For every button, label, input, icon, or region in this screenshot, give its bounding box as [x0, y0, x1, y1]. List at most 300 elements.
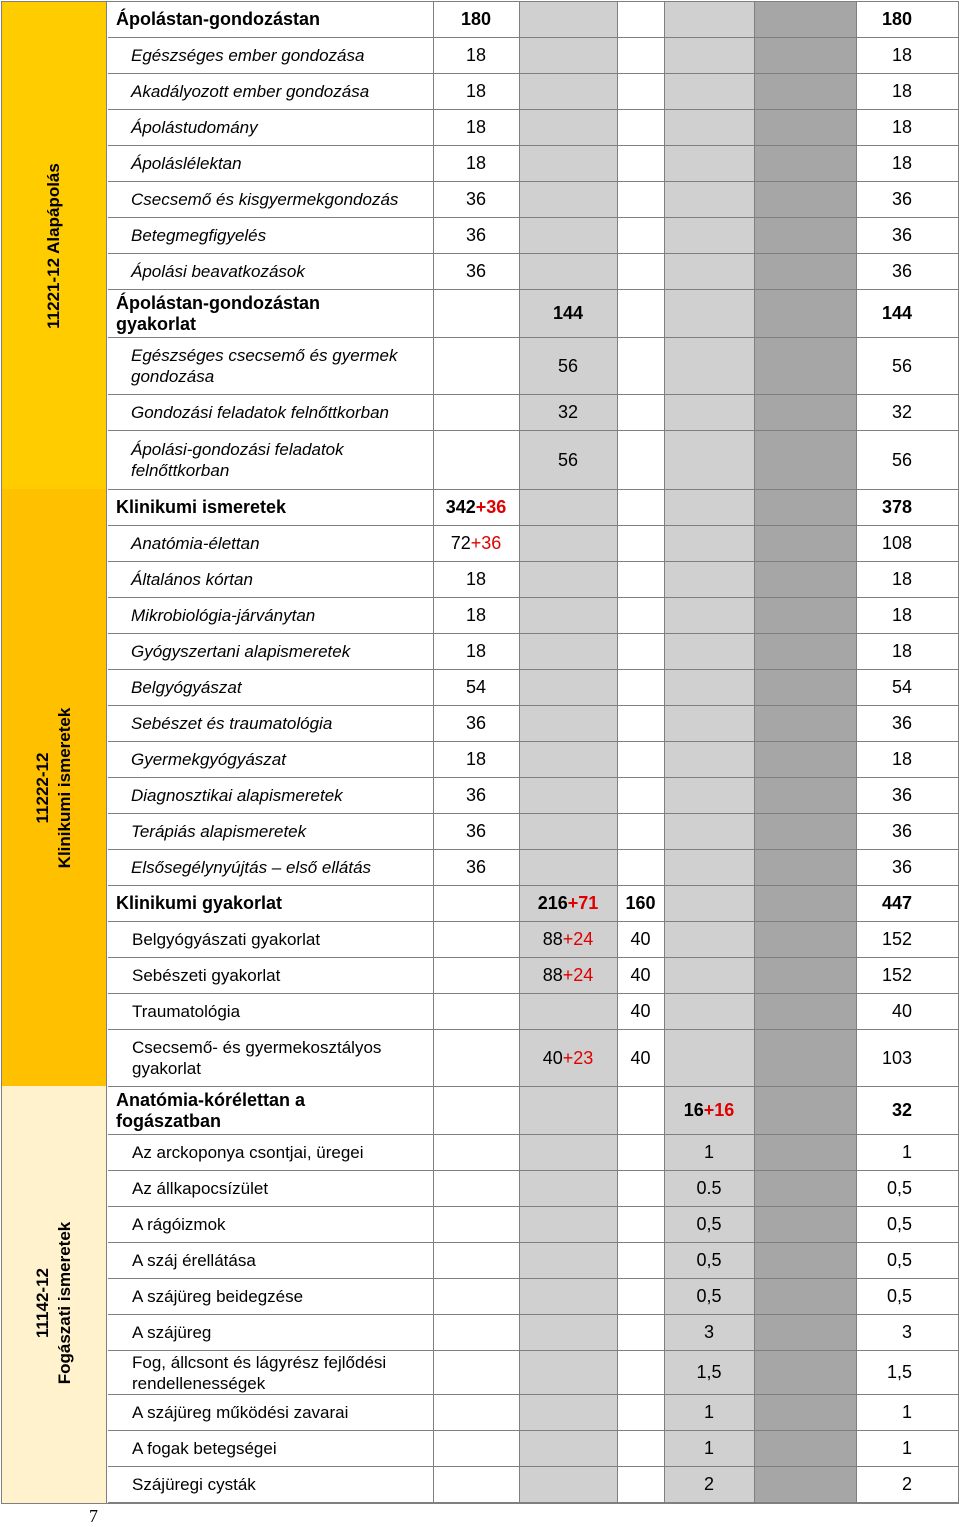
hours-total-value: 36	[891, 261, 912, 281]
hours-total-value: 36	[891, 857, 912, 877]
row-title-text: Traumatológia	[132, 1002, 241, 1021]
hours-fogaszat	[664, 1171, 754, 1206]
table-row	[108, 922, 958, 958]
row-title-text: Ápolástan-gondozástan	[116, 9, 321, 29]
module-name-alapapolas: Alapápolás	[44, 162, 63, 254]
hours-practice-extra: +23	[562, 1047, 594, 1068]
hours-practice-value: 88	[542, 965, 563, 985]
hours-theory	[433, 182, 519, 217]
hours-total-value: 18	[891, 605, 912, 625]
hours-fogaszat	[664, 1351, 754, 1394]
hours-summer	[617, 922, 664, 957]
hours-practice	[519, 431, 617, 489]
row-title	[108, 814, 434, 849]
hours-total-value: 108	[881, 533, 912, 553]
hours-total-value: 1	[901, 1402, 912, 1422]
row-title	[108, 922, 434, 957]
hours-theory	[433, 146, 519, 181]
table-row	[108, 886, 958, 922]
table-row	[108, 254, 958, 290]
hours-fogaszat-extra: +16	[703, 1100, 735, 1120]
hours-theory	[433, 490, 519, 525]
hours-theory	[433, 526, 519, 561]
hours-total	[856, 526, 958, 561]
hours-summer	[617, 886, 664, 921]
hours-total-value: 32	[891, 1100, 912, 1120]
row-title-text: Ápolási-gondozási feladatok felnőttkorban	[131, 440, 344, 480]
hours-total-value: 54	[891, 677, 912, 697]
hours-summer	[617, 1030, 664, 1086]
hours-theory	[433, 2, 519, 37]
row-title	[108, 395, 434, 430]
row-title	[108, 994, 434, 1029]
row-title-text: Ápolástan-gondozástan gyakorlat	[116, 292, 321, 334]
module-band-klinikumi	[2, 489, 106, 1086]
module-name-klinikumi: Klinikumi ismeretek	[55, 707, 74, 868]
hours-theory	[433, 706, 519, 741]
hours-practice-value: 32	[557, 402, 579, 422]
row-title-text: Sebészet és traumatológia	[131, 714, 333, 733]
hours-theory-value: 342	[445, 497, 476, 517]
hours-total-value: 152	[881, 965, 912, 985]
row-title-text: A szájüreg működési zavarai	[132, 1403, 349, 1422]
hours-practice-value: 40	[542, 1047, 563, 1068]
hours-practice	[519, 958, 617, 993]
hours-theory-value: 36	[465, 189, 487, 209]
hours-total	[856, 38, 958, 73]
hours-total-value: 36	[891, 189, 912, 209]
hours-theory-value: 18	[465, 569, 487, 589]
row-title	[108, 1395, 434, 1430]
row-title-text: Ápolási beavatkozások	[131, 262, 305, 281]
row-title-text: A száj érellátása	[132, 1251, 256, 1270]
hours-theory	[433, 562, 519, 597]
hours-total	[856, 886, 958, 921]
hours-fogaszat	[664, 1315, 754, 1350]
row-title	[108, 1087, 434, 1134]
hours-fogaszat-value: 0,5	[696, 1214, 722, 1234]
row-title-text: Anatómia-kórélettan a fogászatban	[116, 1089, 306, 1131]
row-title	[108, 1030, 434, 1086]
hours-total-value: 0,5	[886, 1214, 912, 1234]
hours-total	[856, 994, 958, 1029]
table-row	[108, 110, 958, 146]
row-title	[108, 2, 434, 37]
hours-total	[856, 1030, 958, 1086]
hours-theory-value: 18	[465, 749, 487, 769]
hours-practice	[519, 886, 617, 921]
hours-total	[856, 1207, 958, 1242]
row-title-text: A rágóizmok	[132, 1215, 226, 1234]
hours-total	[856, 395, 958, 430]
hours-total	[856, 490, 958, 525]
hours-fogaszat	[664, 1243, 754, 1278]
table-row	[108, 431, 958, 490]
hours-fogaszat-value: 0.5	[696, 1178, 722, 1198]
row-title	[108, 290, 434, 337]
hours-total	[856, 958, 958, 993]
hours-practice-value: 216	[537, 893, 568, 913]
row-title	[108, 1279, 434, 1314]
hours-fogaszat	[664, 1431, 754, 1466]
hours-summer-value: 40	[630, 929, 651, 949]
hours-total-value: 56	[891, 355, 912, 376]
row-title	[108, 182, 434, 217]
hours-practice	[519, 290, 617, 337]
table-row	[108, 74, 958, 110]
table-row	[108, 742, 958, 778]
row-title-text: Szájüregi cysták	[132, 1475, 256, 1494]
hours-total-value: 36	[891, 713, 912, 733]
table-row	[108, 2, 958, 38]
hours-theory-value: 18	[465, 641, 487, 661]
row-title-text: Belgyógyászati gyakorlat	[132, 930, 321, 949]
hours-theory-extra: +36	[470, 533, 502, 553]
hours-total	[856, 218, 958, 253]
hours-fogaszat	[664, 1207, 754, 1242]
hours-total	[856, 146, 958, 181]
hours-total-value: 56	[891, 449, 912, 470]
row-title-text: Klinikumi ismeretek	[116, 497, 287, 517]
row-title	[108, 490, 434, 525]
hours-total	[856, 1395, 958, 1430]
hours-total	[856, 290, 958, 337]
hours-total-value: 378	[881, 497, 912, 517]
row-title	[108, 254, 434, 289]
row-title-text: Egészséges csecsemő és gyermek gondozása	[131, 346, 398, 386]
hours-practice-value: 56	[557, 449, 579, 470]
hours-fogaszat	[664, 1135, 754, 1170]
table-row	[108, 778, 958, 814]
hours-theory	[433, 814, 519, 849]
table-row	[108, 1467, 958, 1503]
row-title-text: Gyermekgyógyászat	[131, 750, 286, 769]
row-title-text: Az arckoponya csontjai, üregei	[132, 1143, 364, 1162]
hours-fogaszat-value: 1,5	[696, 1362, 722, 1382]
hours-total-value: 3	[901, 1322, 912, 1342]
hours-theory	[433, 598, 519, 633]
hours-total-value: 0,5	[886, 1286, 912, 1306]
table-row	[108, 338, 958, 395]
row-title-text: Terápiás alapismeretek	[131, 822, 307, 841]
hours-fogaszat-value: 1	[703, 1402, 714, 1422]
row-title-text: Sebészeti gyakorlat	[132, 966, 281, 985]
row-title	[108, 1135, 434, 1170]
table-row	[108, 1135, 958, 1171]
hours-theory-value: 36	[465, 713, 487, 733]
hours-theory-value: 72	[450, 533, 471, 553]
hours-total	[856, 1171, 958, 1206]
row-title-text: Ápoláslélektan	[131, 154, 242, 173]
hours-total-value: 18	[891, 641, 912, 661]
hours-fogaszat	[664, 1395, 754, 1430]
row-title	[108, 1207, 434, 1242]
hours-practice	[519, 395, 617, 430]
hours-fogaszat-value: 3	[703, 1322, 714, 1342]
row-title-text: Betegmegfigyelés	[131, 226, 267, 245]
hours-total-value: 36	[891, 821, 912, 841]
hours-total-value: 32	[891, 402, 912, 422]
table-row	[108, 1087, 958, 1135]
row-title-text: Klinikumi gyakorlat	[116, 893, 283, 913]
hours-practice	[519, 1030, 617, 1086]
module-band-alapapolas	[2, 2, 106, 489]
hours-practice-extra: +24	[562, 965, 594, 985]
hours-theory-value: 36	[465, 785, 487, 805]
row-title-text: A szájüreg beidegzése	[132, 1287, 304, 1306]
hours-total	[856, 634, 958, 669]
hours-total-value: 18	[891, 117, 912, 137]
hours-theory-value: 18	[465, 45, 487, 65]
hours-practice-extra: +24	[562, 929, 594, 949]
module-code-fogaszati: 11142-12	[33, 1268, 52, 1339]
hours-total-value: 40	[891, 1001, 912, 1021]
row-title	[108, 146, 434, 181]
hours-total-value: 2	[901, 1474, 912, 1494]
hours-total-value: 0,5	[886, 1250, 912, 1270]
page-number: 7	[89, 1506, 98, 1526]
hours-theory	[433, 670, 519, 705]
table-row	[108, 1431, 958, 1467]
hours-theory-value: 18	[465, 81, 487, 101]
hours-summer	[617, 958, 664, 993]
row-title-text: Elsősegélynyújtás – első ellátás	[131, 858, 372, 877]
hours-summer-value: 40	[630, 965, 651, 985]
hours-theory	[433, 778, 519, 813]
module-label-fogaszati	[32, 1222, 76, 1385]
hours-total-value: 18	[891, 45, 912, 65]
hours-fogaszat	[664, 1467, 754, 1502]
hours-summer	[617, 994, 664, 1029]
row-title	[108, 670, 434, 705]
table-row	[108, 290, 958, 338]
hours-fogaszat-value: 0,5	[696, 1250, 722, 1270]
table-row	[108, 182, 958, 218]
hours-total-value: 180	[881, 9, 912, 29]
row-title	[108, 706, 434, 741]
hours-total	[856, 110, 958, 145]
module-name-fogaszati: Fogászati ismeretek	[55, 1222, 74, 1385]
hours-theory	[433, 74, 519, 109]
row-title	[108, 958, 434, 993]
hours-theory-value: 36	[465, 857, 487, 877]
hours-theory	[433, 218, 519, 253]
hours-summer-value: 160	[625, 893, 656, 913]
row-title	[108, 110, 434, 145]
hours-theory	[433, 254, 519, 289]
module-label-alapapolas	[43, 163, 65, 329]
hours-theory-value: 18	[465, 117, 487, 137]
table-row	[108, 706, 958, 742]
hours-total	[856, 562, 958, 597]
hours-theory-value: 180	[460, 9, 492, 29]
hours-total	[856, 1431, 958, 1466]
row-title	[108, 634, 434, 669]
hours-total	[856, 1467, 958, 1502]
row-title	[108, 850, 434, 885]
table-row	[108, 814, 958, 850]
hours-total-value: 1,5	[886, 1362, 912, 1382]
row-title-text: Gyógyszertani alapismeretek	[131, 642, 351, 661]
hours-total	[856, 922, 958, 957]
hours-total-value: 36	[891, 785, 912, 805]
table-row	[108, 1395, 958, 1431]
table-row	[108, 526, 958, 562]
row-title-text: A fogak betegségei	[132, 1439, 277, 1458]
table-row	[108, 850, 958, 886]
row-title	[108, 1243, 434, 1278]
hours-total	[856, 1315, 958, 1350]
table-row	[108, 1207, 958, 1243]
row-title-text: Anatómia-élettan	[131, 534, 260, 553]
hours-fogaszat	[664, 1087, 754, 1134]
row-title	[108, 742, 434, 777]
grid-vline	[958, 1, 959, 1504]
row-title	[108, 526, 434, 561]
hours-total-value: 0,5	[886, 1178, 912, 1198]
hours-practice	[519, 922, 617, 957]
module-code-klinikumi: 11222-12	[33, 752, 52, 823]
row-title	[108, 1431, 434, 1466]
hours-total	[856, 706, 958, 741]
hours-total-value: 144	[881, 303, 912, 323]
row-title-text: A szájüreg	[132, 1323, 212, 1342]
module-band-fogaszati	[2, 1086, 106, 1504]
row-title	[108, 74, 434, 109]
table-row	[108, 490, 958, 526]
hours-total	[856, 778, 958, 813]
grid-hline-bottom	[1, 1503, 958, 1504]
table-row	[108, 598, 958, 634]
table-row	[108, 1030, 958, 1087]
row-title	[108, 38, 434, 73]
hours-theory-value: 18	[465, 153, 487, 173]
row-title	[108, 1467, 434, 1502]
row-title	[108, 1351, 434, 1394]
hours-practice-value: 144	[552, 303, 584, 323]
hours-fogaszat-value: 1	[703, 1438, 714, 1458]
hours-total	[856, 598, 958, 633]
hours-total	[856, 1135, 958, 1170]
row-title-text: Mikrobiológia-járványtan	[131, 606, 316, 625]
hours-total-value: 103	[881, 1047, 912, 1068]
hours-theory-value: 54	[465, 677, 487, 697]
row-title-text: Diagnosztikai alapismeretek	[131, 786, 343, 805]
hours-total-value: 447	[881, 893, 912, 913]
hours-total	[856, 74, 958, 109]
hours-fogaszat	[664, 1279, 754, 1314]
row-title	[108, 886, 434, 921]
row-title-text: Ápolástudomány	[131, 118, 258, 137]
hours-theory	[433, 38, 519, 73]
row-title	[108, 562, 434, 597]
hours-theory-value: 18	[465, 605, 487, 625]
hours-fogaszat-value: 16	[683, 1100, 704, 1120]
hours-theory	[433, 634, 519, 669]
table-row	[108, 1279, 958, 1315]
row-title	[108, 338, 434, 394]
hours-total	[856, 1279, 958, 1314]
hours-total	[856, 431, 958, 489]
hours-total-value: 18	[891, 569, 912, 589]
row-title	[108, 218, 434, 253]
hours-fogaszat-value: 2	[703, 1474, 714, 1494]
table-row	[108, 395, 958, 431]
table-row	[108, 146, 958, 182]
module-label-klinikumi	[32, 707, 76, 868]
table-row	[108, 38, 958, 74]
table-row	[108, 1351, 958, 1395]
table-row	[108, 218, 958, 254]
table-row	[108, 562, 958, 598]
hours-total-value: 18	[891, 749, 912, 769]
hours-theory-value: 36	[465, 821, 487, 841]
hours-summer-value: 40	[630, 1047, 651, 1068]
hours-theory-extra: +36	[475, 497, 507, 517]
hours-theory-value: 36	[465, 261, 487, 281]
row-title-text: Belgyógyászat	[131, 678, 242, 697]
hours-practice-value: 56	[557, 355, 579, 376]
hours-total-value: 1	[901, 1438, 912, 1458]
row-title-text: Akadályozott ember gondozása	[131, 82, 370, 101]
row-title-text: Egészséges ember gondozása	[131, 46, 365, 65]
row-title	[108, 1315, 434, 1350]
hours-total-value: 36	[891, 225, 912, 245]
hours-total	[856, 670, 958, 705]
hours-total-value: 18	[891, 81, 912, 101]
hours-total	[856, 742, 958, 777]
row-title	[108, 431, 434, 489]
table-row	[108, 1243, 958, 1279]
hours-theory	[433, 850, 519, 885]
row-title-text: Az állkapocsízület	[132, 1179, 269, 1198]
row-title-text: Csecsemő- és gyermekosztályos gyakorlat	[132, 1038, 382, 1078]
row-title-text: Fog, állcsont és lágyrész fejlődési rendellenességek	[132, 1352, 387, 1393]
hours-theory	[433, 742, 519, 777]
table-row	[108, 994, 958, 1030]
hours-total	[856, 182, 958, 217]
hours-total	[856, 2, 958, 37]
table-row	[108, 958, 958, 994]
hours-total	[856, 1243, 958, 1278]
hours-total	[856, 850, 958, 885]
hours-fogaszat-value: 1	[703, 1142, 714, 1162]
table-row	[108, 1171, 958, 1207]
module-code-alapapolas: 11221-12	[44, 257, 63, 329]
hours-total	[856, 1087, 958, 1134]
hours-total-value: 1	[901, 1142, 912, 1162]
row-title-text: Általános kórtan	[131, 570, 253, 589]
hours-total-value: 152	[881, 929, 912, 949]
hours-practice	[519, 338, 617, 394]
table-row	[108, 634, 958, 670]
hours-practice-value: 88	[542, 929, 563, 949]
hours-theory-value: 36	[465, 225, 487, 245]
table-row	[108, 1315, 958, 1351]
hours-total	[856, 814, 958, 849]
table-row	[108, 670, 958, 706]
hours-total-value: 18	[891, 153, 912, 173]
grid-vline	[106, 1, 107, 1504]
hours-total	[856, 1351, 958, 1394]
hours-theory	[433, 110, 519, 145]
hours-fogaszat-value: 0,5	[696, 1286, 722, 1306]
hours-total	[856, 338, 958, 394]
row-title	[108, 1171, 434, 1206]
hours-summer-value: 40	[630, 1001, 651, 1021]
hours-total	[856, 254, 958, 289]
row-title-text: Csecsemő és kisgyermekgondozás	[131, 190, 399, 209]
